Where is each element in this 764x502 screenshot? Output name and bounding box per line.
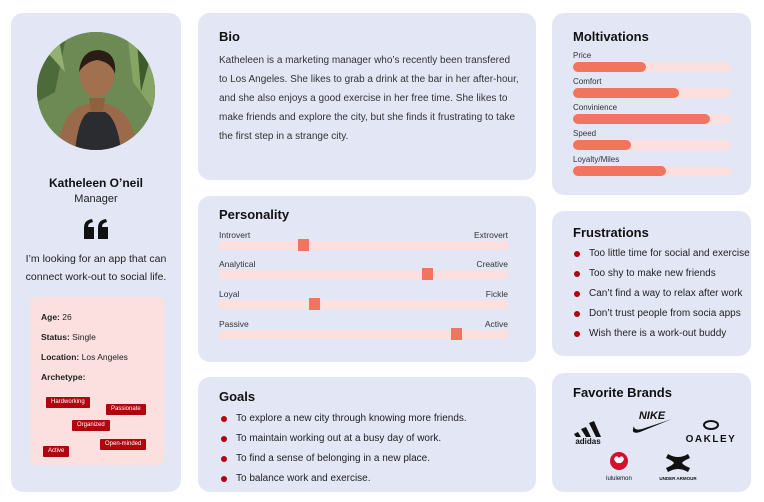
brand-wordmark: OAKLEY xyxy=(685,434,737,445)
trait-slider xyxy=(219,319,508,349)
motivation-bar xyxy=(573,166,731,176)
bio-card xyxy=(198,13,536,180)
persona-details xyxy=(30,297,164,465)
motivation-fill xyxy=(573,114,710,124)
archetype-tag: Organized xyxy=(72,420,110,431)
brands-title: Favorite Brands xyxy=(573,385,672,400)
brands-card xyxy=(552,373,751,492)
adidas-logo xyxy=(568,415,608,445)
trait-right-label: Extrovert xyxy=(473,230,508,240)
location-row: Location: Los Angeles xyxy=(41,352,128,362)
brand-wordmark: NIKE xyxy=(638,410,666,422)
archetype-row: Archetype: xyxy=(41,372,86,382)
brand-wordmark: lululemon xyxy=(606,476,632,482)
archetype-tag: Hardworking xyxy=(46,397,90,408)
motivation-label: Convinience xyxy=(573,103,618,112)
trait-left-label: Passive xyxy=(219,319,249,329)
motivation-item xyxy=(573,51,731,72)
list-item: To balance work and exercise. xyxy=(220,473,467,493)
trait-slider xyxy=(219,230,508,260)
motivations-card xyxy=(552,13,751,195)
trait-marker xyxy=(451,328,462,340)
motivations-title: Moltivations xyxy=(573,29,649,44)
trait-right-label: Fickle xyxy=(485,289,508,299)
bullet-icon xyxy=(574,291,580,297)
oakley-logo xyxy=(684,418,738,446)
motivation-fill xyxy=(573,88,679,98)
goals-list xyxy=(220,413,467,493)
list-item: Wish there is a work-out buddy xyxy=(573,328,750,348)
persona-name: Katheleen O’neil xyxy=(48,176,144,190)
list-item: To find a sense of belonging in a new place. xyxy=(220,453,467,473)
archetype-tag: Passionate xyxy=(106,404,146,415)
motivation-bar xyxy=(573,88,731,98)
list-item: Too shy to make new friends xyxy=(573,268,750,288)
status-row: Status: Single xyxy=(41,332,96,342)
list-item: To maintain working out at a busy day of work. xyxy=(220,433,467,453)
trait-left-label: Introvert xyxy=(219,230,251,240)
personality-title: Personality xyxy=(219,207,290,222)
motivation-label: Loyalty/Miles xyxy=(573,155,620,164)
frustrations-list xyxy=(573,248,750,348)
trait-right-label: Active xyxy=(484,319,508,329)
nike-logo xyxy=(628,407,674,437)
bullet-icon xyxy=(221,416,227,422)
trait-right-label: Creative xyxy=(476,259,508,269)
trait-track xyxy=(219,241,508,250)
trait-marker xyxy=(422,268,433,280)
motivation-item xyxy=(573,77,731,98)
goals-card xyxy=(198,377,536,492)
motivation-label: Comfort xyxy=(573,77,602,86)
motivation-bar xyxy=(573,114,731,124)
motivation-fill xyxy=(573,62,646,72)
frustrations-card xyxy=(552,211,751,356)
persona-role: Manager xyxy=(74,193,118,205)
list-item: Too little time for social and exercise xyxy=(573,248,750,268)
persona-quote: I’m looking for an app that can connect work-out to social life. xyxy=(25,253,167,283)
under-armour-logo xyxy=(656,451,700,483)
trait-slider xyxy=(219,289,508,319)
bullet-icon xyxy=(221,476,227,482)
trait-track xyxy=(219,330,508,339)
motivation-item xyxy=(573,155,731,176)
motivation-item xyxy=(573,103,731,124)
motivation-fill xyxy=(573,166,666,176)
trait-track xyxy=(219,270,508,279)
list-item: To explore a new city through knowing more friends. xyxy=(220,413,467,433)
trait-slider xyxy=(219,259,508,289)
brand-wordmark: UNDER ARMOUR xyxy=(659,476,697,481)
motivation-bar xyxy=(573,62,731,72)
motivation-bar xyxy=(573,140,731,150)
bio-text: Katheleen is a marketing manager who’s recently been transfered to Los Angeles. She likes to grab a drink at the bar in her after-hour, and she also enjoys a good exercise in her free time. She likes to make friends and explore the city, but she finds it frustrating to take the first step in a strange city. xyxy=(219,55,519,142)
bullet-icon xyxy=(574,271,580,277)
list-item: Don’t trust people from socia apps xyxy=(573,308,750,328)
frustrations-title: Frustrations xyxy=(573,225,649,240)
bullet-icon xyxy=(574,311,580,317)
personality-card xyxy=(198,196,536,362)
archetype-tag: Active xyxy=(43,446,69,457)
quote-icon xyxy=(83,218,109,240)
goals-title: Goals xyxy=(219,389,256,404)
trait-marker xyxy=(298,239,309,251)
trait-left-label: Loyal xyxy=(219,289,240,299)
motivation-item xyxy=(573,129,731,150)
motivation-label: Price xyxy=(573,51,592,60)
trait-marker xyxy=(309,298,320,310)
bullet-icon xyxy=(221,436,227,442)
archetype-tag: Open-minded xyxy=(100,439,146,450)
bullet-icon xyxy=(574,331,580,337)
age-row: Age: 26 xyxy=(41,312,72,322)
profile-card xyxy=(11,13,181,492)
avatar xyxy=(37,32,155,150)
trait-left-label: Analytical xyxy=(219,259,256,269)
bullet-icon xyxy=(574,251,580,257)
bio-title: Bio xyxy=(219,29,240,44)
brand-wordmark: adidas xyxy=(575,437,601,445)
motivation-fill xyxy=(573,140,631,150)
trait-track xyxy=(219,300,508,309)
bullet-icon xyxy=(221,456,227,462)
lululemon-logo xyxy=(602,451,636,483)
motivation-label: Speed xyxy=(573,129,597,138)
list-item: Can’t find a way to relax after work xyxy=(573,288,750,308)
